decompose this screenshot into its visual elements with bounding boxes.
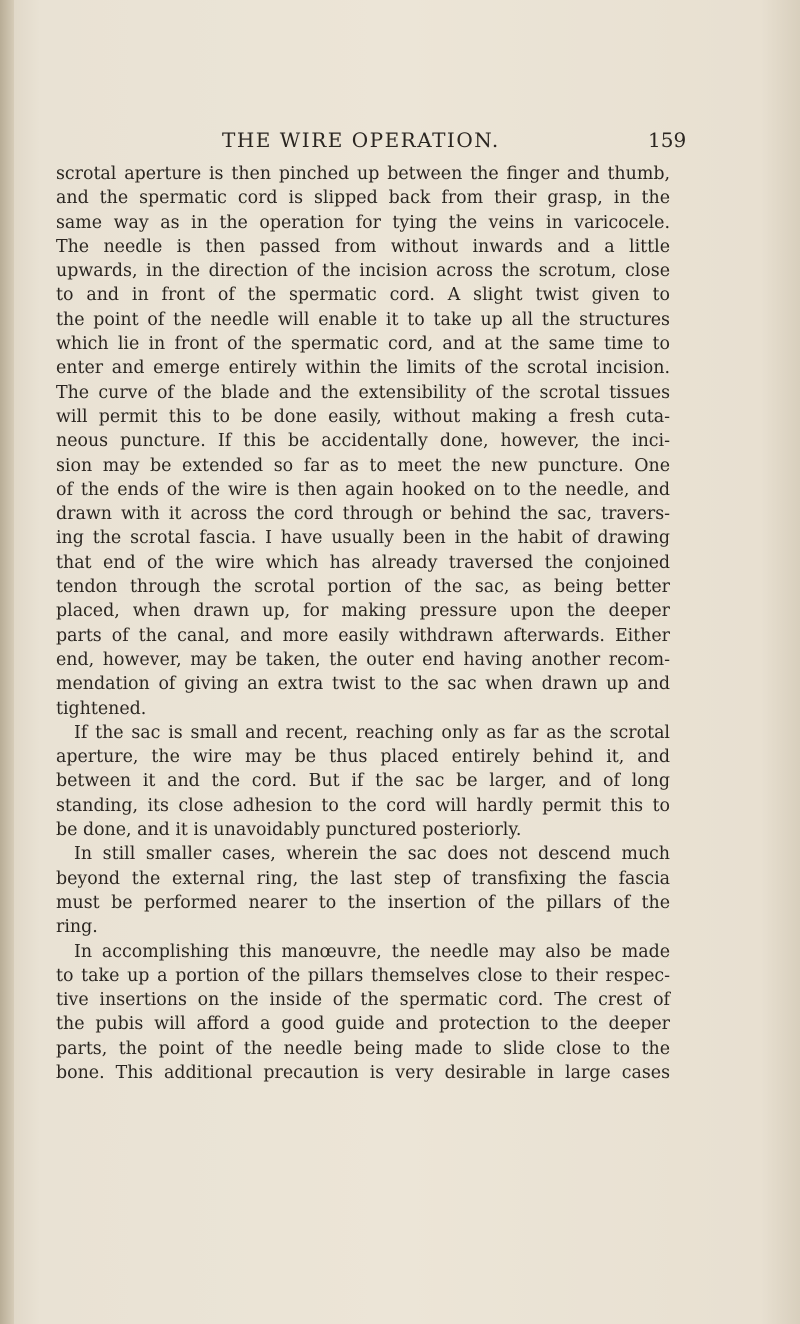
text-line: drawn with it across the cord through or behind the sac, travers- [56, 504, 670, 525]
text-line: parts, the point of the needle being made to slide close to the [56, 1038, 670, 1059]
text-line: mendation of giving an extra twist to the sac when drawn up and [56, 674, 670, 695]
text-line: upwards, in the direction of the incision across the scrotum, close [56, 261, 670, 282]
text-line: tendon through the scrotal portion of the sac, as being better [56, 577, 670, 598]
text-line: be done, and it is unavoidably punctured posteriorly. [56, 820, 522, 841]
text-line: sion may be extended so far as to meet the new puncture. One [56, 455, 670, 476]
text-line: neous puncture. If this be accidentally done, however, the inci- [56, 431, 670, 452]
text-line: If the sac is small and recent, reaching only as far as the scrotal [74, 722, 670, 743]
text-line: enter and emerge entirely within the limits of the scrotal incision. [56, 358, 670, 379]
text-line: aperture, the wire may be thus placed entirely behind it, and [56, 747, 670, 768]
running-title: THE WIRE OPERATION. [222, 128, 500, 152]
paragraph [56, 842, 670, 939]
text-line: In accomplishing this manœuvre, the needle may also be made [74, 941, 670, 962]
text-line: same way as in the operation for tying the veins in varicocele. [56, 212, 670, 233]
text-line: must be performed nearer to the insertion of the pillars of the [56, 892, 670, 913]
paragraph [56, 721, 670, 842]
text-line: standing, its close adhesion to the cord will hardly permit this to [56, 795, 670, 816]
text-line: end, however, may be taken, the outer end having another recom- [56, 649, 670, 670]
page-number: 159 [648, 128, 687, 152]
text-line: of the ends of the wire is then again hooked on to the needle, and [56, 479, 670, 500]
text-line: and the spermatic cord is slipped back from their grasp, in the [56, 188, 670, 209]
text-line: tightened. [56, 698, 147, 719]
text-line: parts of the canal, and more easily withdrawn afterwards. Either [56, 625, 670, 646]
body-text [56, 162, 670, 1085]
text-line: bone. This additional precaution is very desirable in large cases [56, 1062, 670, 1083]
text-line: The curve of the blade and the extensibility of the scrotal tissues [56, 382, 670, 403]
paragraph [56, 162, 670, 721]
text-line: to take up a portion of the pillars themselves close to their respec- [56, 965, 670, 986]
text-line: The needle is then passed from without inwards and a little [56, 236, 670, 257]
text-line: between it and the cord. But if the sac be larger, and of long [56, 771, 670, 792]
text-line: placed, when drawn up, for making pressure upon the deeper [56, 601, 670, 622]
text-line: the point of the needle will enable it to take up all the structures [56, 309, 670, 330]
text-line: the pubis will afford a good guide and protection to the deeper [56, 1014, 670, 1035]
text-line: ring. [56, 917, 98, 938]
text-line: will permit this to be done easily, without making a fresh cuta- [56, 406, 670, 427]
text-line: that end of the wire which has already traversed the conjoined [56, 552, 670, 573]
text-line: beyond the external ring, the last step of transfixing the fascia [56, 868, 670, 889]
paragraph [56, 940, 670, 1086]
page-binding-edge [0, 0, 14, 1324]
page-header [0, 128, 800, 158]
text-line: In still smaller cases, wherein the sac does not descend much [74, 844, 670, 865]
text-line: to and in front of the spermatic cord. A slight twist given to [56, 285, 670, 306]
text-line: tive insertions on the inside of the spermatic cord. The crest of [56, 990, 670, 1011]
text-line: scrotal aperture is then pinched up between the finger and thumb, [56, 164, 670, 184]
text-line: ing the scrotal fascia. I have usually been in the habit of drawing [56, 528, 670, 549]
text-line: which lie in front of the spermatic cord, and at the same time to [56, 334, 670, 355]
